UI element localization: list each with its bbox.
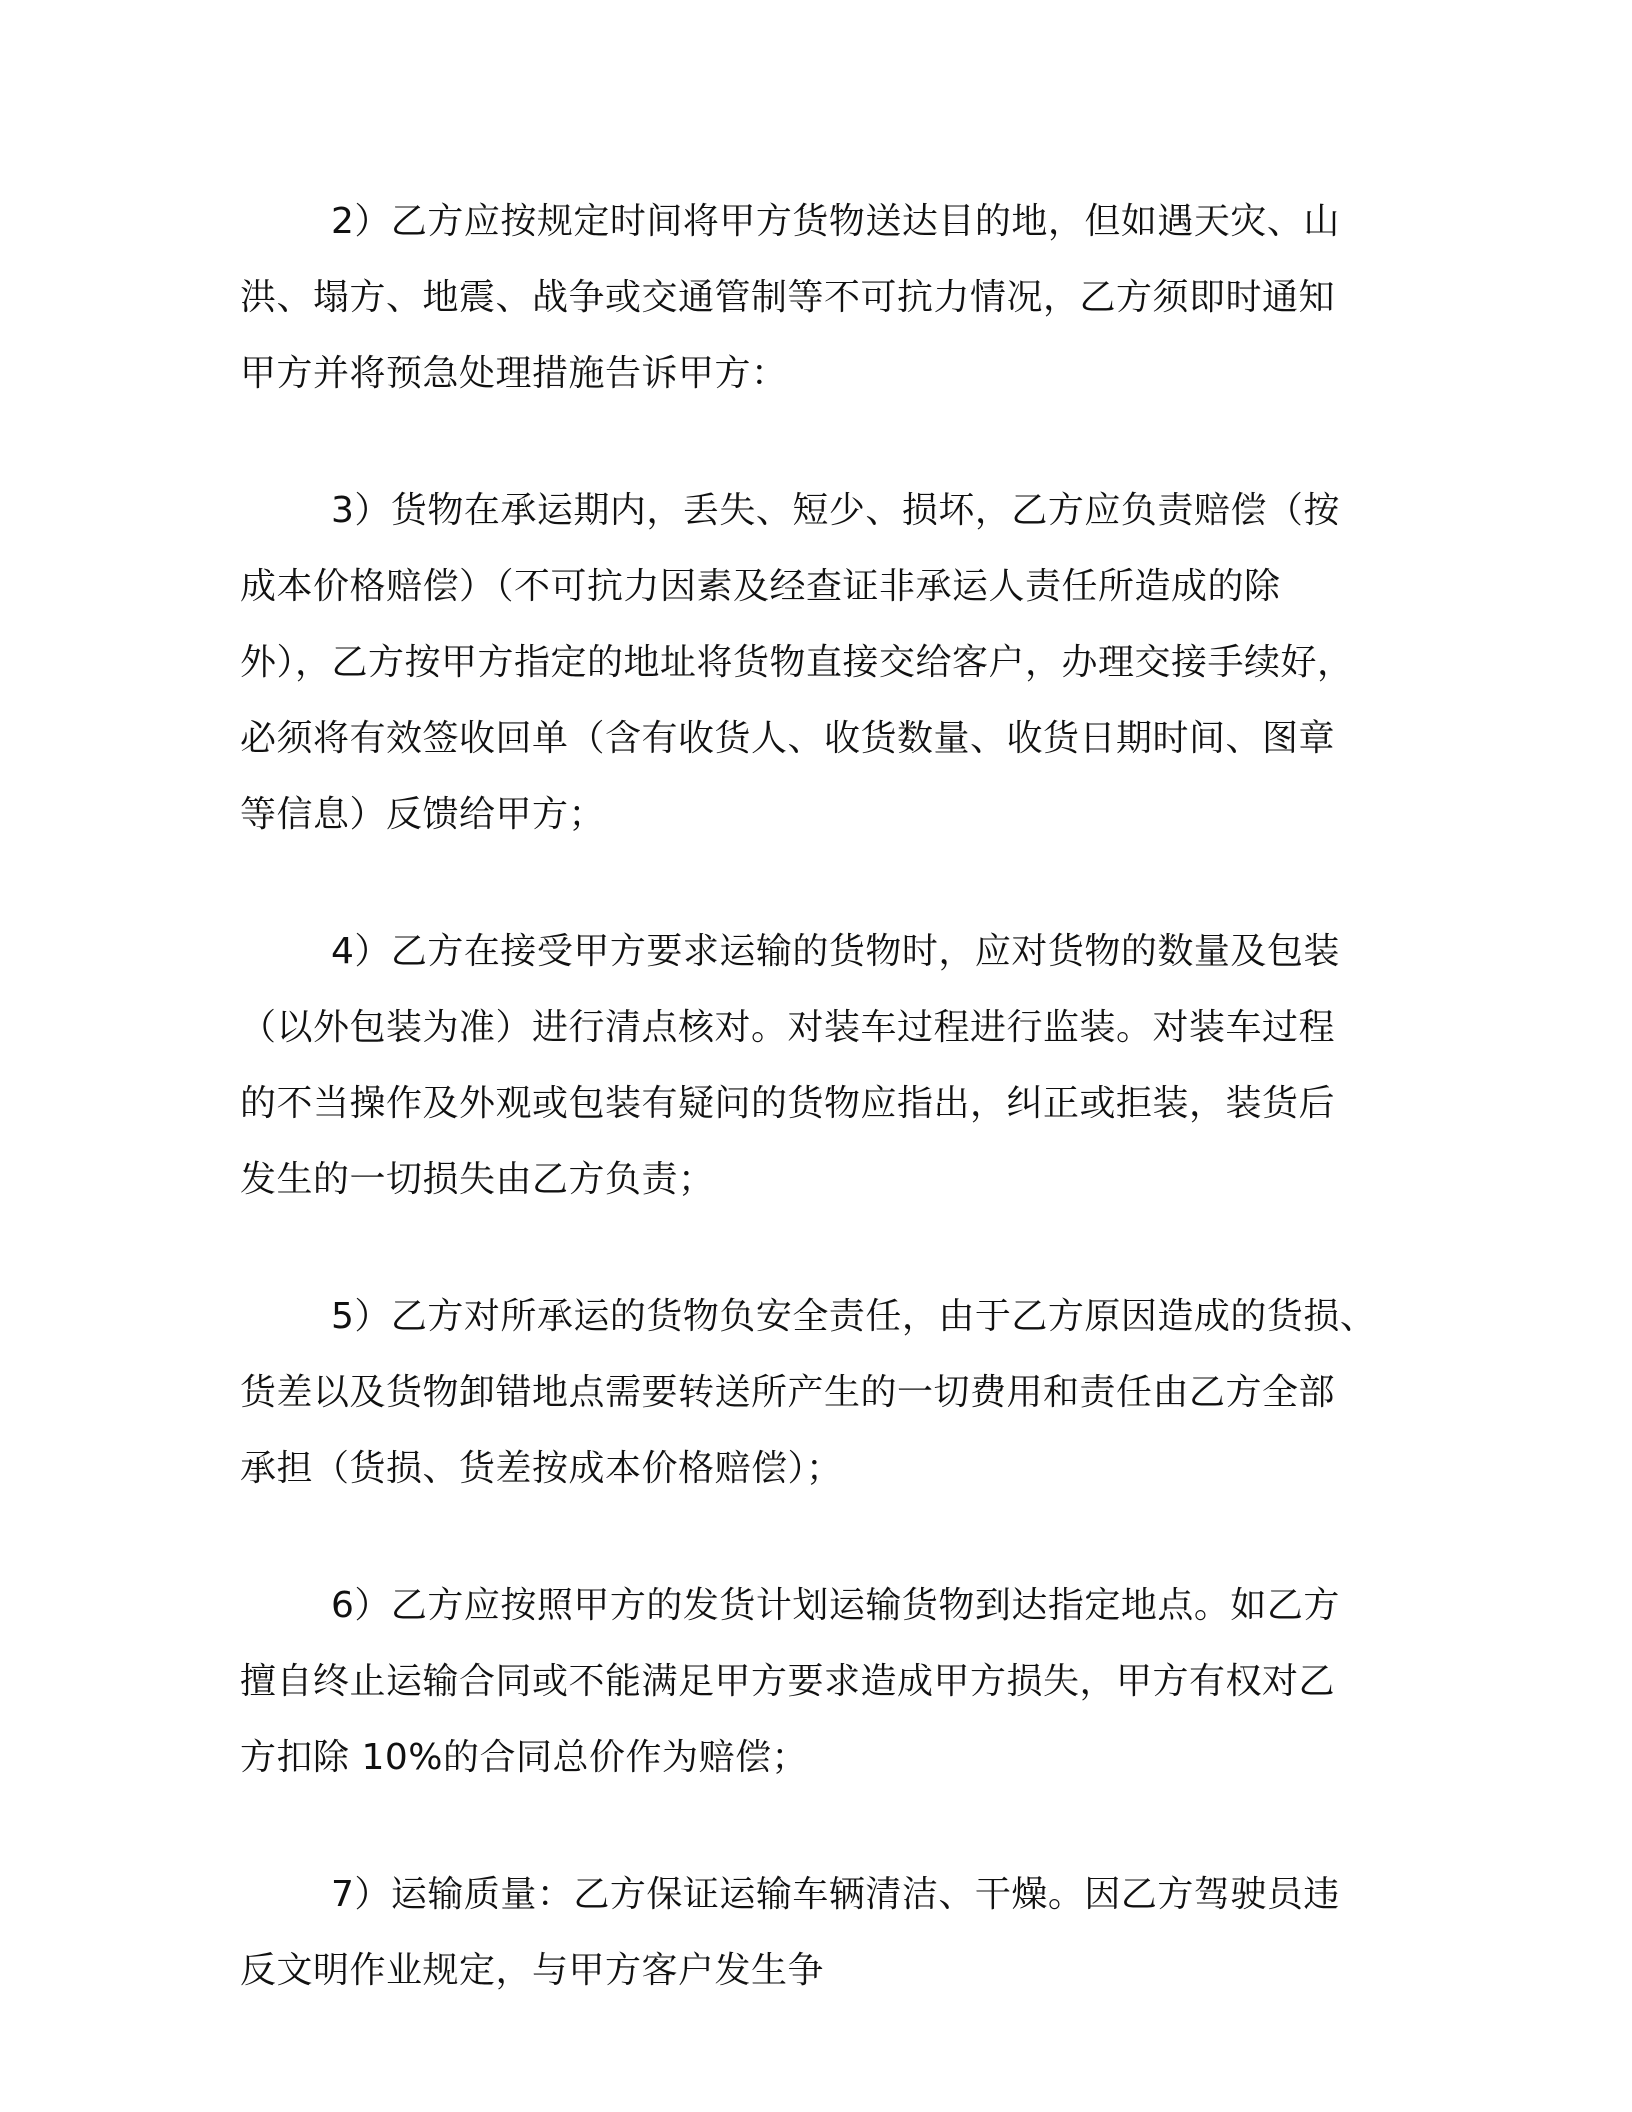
clause-4-line-1: 4）乙方在接受甲方要求运输的货物时，应对货物的数量及包装 <box>331 931 1340 972</box>
clause-3 <box>240 473 1392 853</box>
clause-7 <box>240 1857 1392 2009</box>
clause-5-line-2: 货差以及货物卸错地点需要转送所产生的一切费用和责任由乙方全部 <box>240 1372 1336 1413</box>
clause-3-line-3: 外），乙方按甲方指定的地址将货物直接交给客户，办理交接手续好， <box>240 642 1354 683</box>
clause-3-line-1: 3）货物在承运期内，丢失、短少、损坏，乙方应负责赔偿（按 <box>331 490 1340 531</box>
clause-6 <box>240 1568 1392 1796</box>
clause-6-line-3: 方扣除 10%的合同总价作为赔偿； <box>240 1737 808 1778</box>
clause-4-line-4: 发生的一切损失由乙方负责； <box>240 1159 715 1200</box>
clause-2-line-3: 甲方并将预急处理措施告诉甲方： <box>240 353 788 394</box>
clause-5 <box>240 1279 1392 1507</box>
clause-4 <box>240 914 1392 1218</box>
clause-7-line-1: 7）运输质量：乙方保证运输车辆清洁、干燥。因乙方驾驶员违 <box>331 1874 1340 1915</box>
clause-3-line-4: 必须将有效签收回单（含有收货人、收货数量、收货日期时间、图章 <box>240 718 1336 759</box>
clause-3-line-5: 等信息）反馈给甲方； <box>240 794 606 835</box>
clause-6-line-1: 6）乙方应按照甲方的发货计划运输货物到达指定地点。如乙方 <box>331 1585 1340 1626</box>
clause-6-line-2: 擅自终止运输合同或不能满足甲方要求造成甲方损失，甲方有权对乙 <box>240 1661 1336 1702</box>
clause-7-line-2: 反文明作业规定，与甲方客户发生争 <box>240 1950 825 1991</box>
document-body <box>240 184 1392 2070</box>
clause-4-line-2: （以外包装为准）进行清点核对。对装车过程进行监装。对装车过程 <box>240 1007 1336 1048</box>
clause-5-line-3: 承担（货损、货差按成本价格赔偿）； <box>240 1448 843 1489</box>
clause-2 <box>240 184 1392 412</box>
clause-3-line-2: 成本价格赔偿）（不可抗力因素及经查证非承运人责任所造成的除 <box>240 566 1281 607</box>
clause-5-line-1: 5）乙方对所承运的货物负安全责任，由于乙方原因造成的货损、 <box>331 1296 1377 1337</box>
clause-4-line-3: 的不当操作及外观或包装有疑问的货物应指出，纠正或拒装，装货后 <box>240 1083 1336 1124</box>
clause-2-line-1: 2）乙方应按规定时间将甲方货物送达目的地，但如遇天灾、山 <box>331 201 1340 242</box>
clause-2-line-2: 洪、塌方、地震、战争或交通管制等不可抗力情况，乙方须即时通知 <box>240 277 1336 318</box>
